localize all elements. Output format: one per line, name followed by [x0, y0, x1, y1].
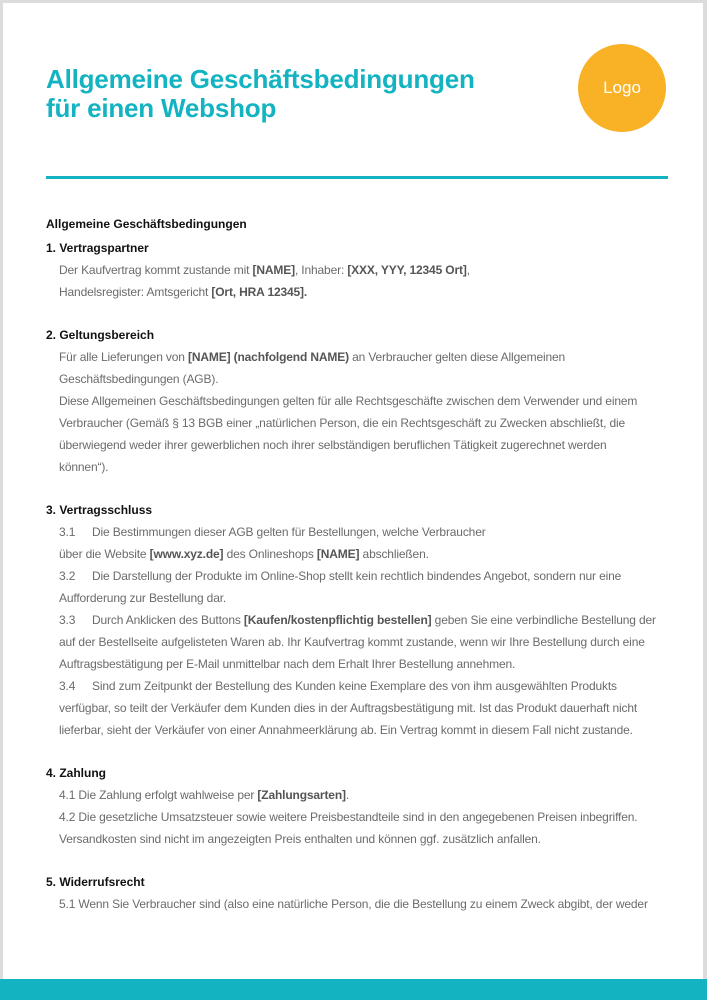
section-title: 1. Vertragspartner — [46, 241, 149, 255]
section-title: 2. Geltungsbereich — [46, 328, 155, 342]
clause-3-2 — [46, 565, 676, 609]
logo-placeholder — [578, 44, 666, 132]
document-title — [46, 65, 475, 123]
text: Die Bestimmungen dieser AGB gelten für Bestellungen, welche Verbraucher — [92, 525, 486, 539]
placeholder-button-label: [Kaufen/kostenpflichtig bestellen] — [243, 613, 432, 627]
section-geltungsbereich — [46, 327, 676, 478]
document-body — [46, 216, 676, 915]
clause-number: 3.3 — [59, 613, 76, 627]
paragraph — [46, 565, 676, 587]
text: Durch Anklicken des Buttons — [92, 613, 244, 627]
clause-3-1 — [46, 521, 676, 565]
clause-3-4 — [46, 675, 676, 741]
text: über die Website — [59, 547, 150, 561]
placeholder-name: [NAME] — [316, 547, 360, 561]
paragraph: auf der Bestellseite aufgelisteten Waren ab. Ihr Kaufvertrag kommt zustande, wenn wir Ihre Bestellung durch eine — [59, 635, 645, 649]
text: Die Darstellung der Produkte im Online-Shop stellt kein rechtlich bindendes Angebot, sondern nur eine — [92, 569, 622, 583]
title-line-2: für einen Webshop — [46, 93, 277, 123]
paragraph: Versandkosten sind nicht im angezeigten Preis enthalten und können ggf. zusätzlich anfallen. — [59, 832, 541, 846]
text: . — [345, 788, 350, 802]
footer-bar — [0, 979, 707, 1000]
paragraph: überwiegend weder ihrer gewerblichen noch ihrer selbständigen beruflichen Tätigkeit zugerechnet werden — [59, 438, 607, 452]
section-title: 3. Vertragsschluss — [46, 503, 153, 517]
placeholder-owner: [XXX, YYY, 12345 Ort] — [347, 263, 467, 277]
paragraph — [46, 675, 676, 697]
paragraph: Diese Allgemeinen Geschäftsbedingungen gelten für alle Rechtsgeschäfte zwischen dem Verwender und einem — [59, 394, 638, 408]
section-vertragsschluss — [46, 502, 676, 741]
text: , — [466, 263, 470, 277]
text: an Verbraucher gelten diese Allgemeinen — [348, 350, 566, 364]
paragraph: verfügbar, so teilt der Verkäufer dem Kunden dies in der Auftragsbestätigung mit. Ist das Produkt dauerhaft nicht — [59, 701, 638, 715]
section-title: 4. Zahlung — [46, 766, 106, 780]
clause-number: 3.1 — [59, 525, 76, 539]
paragraph — [46, 281, 676, 303]
placeholder-website: [www.xyz.de] — [149, 547, 224, 561]
section-widerrufsrecht — [46, 874, 676, 915]
text: Für alle Lieferungen von — [59, 350, 189, 364]
section-vertragspartner — [46, 240, 676, 303]
text: Der Kaufvertrag kommt zustande mit — [59, 263, 253, 277]
title-line-1: Allgemeine Geschäftsbedingungen — [46, 64, 475, 94]
text: geben Sie eine verbindliche Bestellung der — [431, 613, 656, 627]
placeholder-name: [NAME] (nachfolgend NAME) — [188, 350, 349, 364]
paragraph — [46, 609, 676, 631]
section-title: 5. Widerrufsrecht — [46, 875, 145, 889]
paragraph: 5.1 Wenn Sie Verbraucher sind (also eine natürliche Person, die die Bestellung zu einem Zweck abgibt, der weder — [59, 897, 648, 911]
clause-3-3 — [46, 609, 676, 675]
paragraph: Verbraucher (Gemäß § 13 BGB einer „natürlichen Person, die ein Rechtsgeschäft zu Zwecken abschließt, die — [59, 416, 626, 430]
paragraph: 4.2 Die gesetzliche Umsatzsteuer sowie weitere Preisbestandteile sind in den angegebenen Preisen inbegriffen. — [59, 810, 638, 824]
paragraph: können“). — [59, 460, 109, 474]
paragraph: Aufforderung zur Bestellung dar. — [59, 591, 227, 605]
text: des Onlineshops — [223, 547, 317, 561]
placeholder-name: [NAME] — [252, 263, 295, 277]
paragraph: Auftragsbestätigung per E-Mail unmittelbar nach dem Erhalt Ihrer Bestellung annehmen. — [59, 657, 516, 671]
paragraph — [46, 784, 676, 806]
paragraph — [46, 259, 676, 281]
logo-label: Logo — [603, 78, 641, 97]
placeholder-register: [Ort, HRA 12345]. — [211, 285, 308, 299]
clause-number: 3.2 — [59, 569, 76, 583]
paragraph — [46, 346, 676, 368]
text: 4.1 Die Zahlung erfolgt wahlweise per — [59, 788, 258, 802]
text: Sind zum Zeitpunkt der Bestellung des Kunden keine Exemplare des von ihm ausgewählten Produkts — [92, 679, 617, 693]
header-divider — [46, 176, 668, 179]
paragraph — [46, 543, 676, 565]
text: , Inhaber: — [294, 263, 348, 277]
text: Handelsregister: Amtsgericht — [59, 285, 212, 299]
paragraph: lieferbar, sieht der Verkäufer von einer Annahmeerklärung ab. Ein Vertrag kommt in diesem Fall nicht zustande. — [59, 723, 633, 737]
placeholder-payment-methods: [Zahlungsarten] — [257, 788, 346, 802]
text: abschließen. — [359, 547, 429, 561]
paragraph: Geschäftsbedingungen (AGB). — [59, 372, 219, 386]
paragraph — [46, 521, 676, 543]
document-page — [3, 3, 703, 1000]
clause-number: 3.4 — [59, 679, 76, 693]
document-heading: Allgemeine Geschäftsbedingungen — [46, 217, 247, 231]
section-zahlung — [46, 765, 676, 850]
